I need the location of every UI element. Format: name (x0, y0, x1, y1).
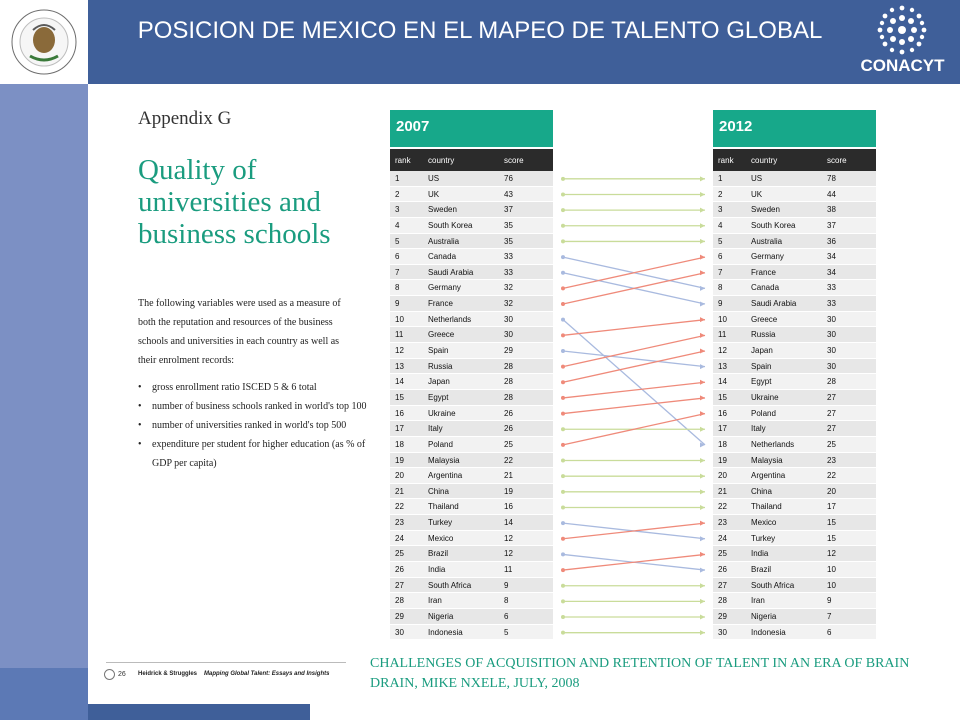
mexico-coat-of-arms-logo (0, 0, 88, 84)
rank-cell: 22 (718, 502, 727, 512)
score-column-header: score (504, 156, 524, 165)
score-cell: 30 (827, 361, 836, 371)
list-item: • expenditure per student for higher education (as % of GDP per capita) (138, 435, 368, 473)
rank-cell: 26 (395, 565, 404, 575)
rank-link-start-dot (561, 239, 565, 243)
score-cell: 10 (827, 580, 836, 590)
rank-cell: 4 (395, 220, 400, 230)
score-cell: 23 (827, 455, 836, 465)
rank-link-russia (563, 335, 705, 366)
score-cell: 29 (504, 346, 513, 356)
rank-cell: 24 (718, 533, 727, 543)
rank-cell: 18 (718, 439, 727, 449)
country-cell: Italy (428, 424, 443, 434)
rank-link-start-dot (561, 396, 565, 400)
rank-cell: 14 (718, 377, 727, 387)
rank-cell: 9 (718, 299, 723, 309)
rank-link-start-dot (561, 286, 565, 290)
country-cell: Spain (428, 346, 449, 356)
score-cell: 12 (504, 533, 513, 543)
rank-link-start-dot (561, 552, 565, 556)
score-cell: 28 (827, 377, 836, 387)
rank-link-start-dot (561, 302, 565, 306)
rank-cell: 2 (718, 189, 723, 199)
rank-link-arrowhead (700, 489, 705, 494)
rank-cell: 3 (395, 205, 400, 215)
score-cell: 33 (504, 267, 513, 277)
country-cell: Australia (751, 236, 783, 246)
rank-cell: 19 (395, 455, 404, 465)
country-cell: Argentina (428, 471, 463, 481)
country-cell: Spain (751, 361, 772, 371)
rank-link-start-dot (561, 427, 565, 431)
score-cell: 12 (504, 549, 513, 559)
rank-link-arrowhead (700, 599, 705, 604)
rank-link-start-dot (561, 333, 565, 337)
rank-cell: 17 (718, 424, 727, 434)
rank-change-lines (106, 86, 914, 702)
rank-cell: 1 (718, 174, 723, 183)
country-cell: Greece (428, 330, 455, 340)
rank-link-start-dot (561, 521, 565, 525)
score-cell: 11 (504, 565, 513, 575)
rank-cell: 28 (395, 596, 404, 606)
rank-cell: 25 (395, 549, 404, 559)
country-cell: France (428, 299, 453, 309)
source-caption: CHALLENGES OF ACQUISITION AND RETENTION OF TALENT IN AN ERA OF BRAIN DRAIN, MIKE NXELE, JULY, 2008 (370, 656, 910, 691)
score-cell: 26 (504, 408, 513, 418)
score-cell: 30 (504, 314, 513, 324)
country-cell: Netherlands (428, 314, 472, 324)
country-cell: Greece (751, 314, 778, 324)
rank-link-arrowhead (700, 521, 705, 526)
country-cell: Netherlands (751, 439, 795, 449)
score-cell: 5 (504, 627, 509, 637)
score-cell: 14 (504, 518, 513, 528)
country-cell: Brazil (428, 549, 449, 559)
rank-cell: 24 (395, 533, 404, 543)
score-cell: 9 (827, 596, 832, 606)
rank-cell: 10 (718, 314, 727, 324)
rank-link-arrowhead (700, 192, 705, 197)
rank-link-start-dot (561, 208, 565, 212)
country-column-header: country (751, 156, 778, 165)
rank-cell: 16 (395, 408, 404, 418)
country-cell: India (428, 565, 446, 575)
country-cell: China (428, 486, 449, 496)
score-cell: 22 (504, 455, 513, 465)
score-cell: 32 (504, 299, 513, 309)
score-cell: 36 (827, 236, 836, 246)
score-cell: 33 (504, 252, 513, 262)
country-cell: India (751, 549, 769, 559)
rank-link-start-dot (561, 459, 565, 463)
rank-cell: 20 (395, 471, 404, 481)
left-sidebar (0, 84, 88, 668)
rank-cell: 4 (718, 220, 723, 230)
rank-link-start-dot (561, 568, 565, 572)
score-cell: 76 (504, 174, 513, 183)
conacyt-logo-text: CONACYT (860, 56, 945, 75)
list-item: • gross enrollment ratio ISCED 5 & 6 total (138, 378, 368, 397)
left-sidebar-bottom (0, 668, 88, 720)
score-cell: 20 (827, 486, 836, 496)
rank-link-arrowhead (700, 536, 705, 541)
bottom-strip (88, 704, 310, 720)
score-cell: 33 (827, 283, 836, 293)
rank-link-arrowhead (700, 395, 705, 400)
rank-cell: 2 (395, 189, 400, 199)
rank-link-spain (563, 351, 705, 367)
document-heading: Quality of universities and business schools (138, 154, 331, 250)
conacyt-logo (845, 4, 960, 84)
rank-link-arrowhead (700, 583, 705, 588)
rank-cell: 23 (718, 518, 727, 528)
rank-cell: 30 (395, 627, 404, 637)
score-cell: 30 (827, 314, 836, 324)
rank-cell: 13 (395, 361, 404, 371)
rank-link-start-dot (561, 365, 565, 369)
rank-cell: 9 (395, 299, 400, 309)
score-cell: 6 (827, 627, 832, 637)
rank-cell: 29 (395, 611, 404, 621)
rank-cell: 7 (395, 267, 400, 277)
country-cell: Poland (428, 439, 453, 449)
rank-link-arrowhead (700, 630, 705, 635)
rank-link-arrowhead (700, 411, 705, 416)
rank-link-arrowhead (700, 474, 705, 479)
rank-link-arrowhead (700, 317, 705, 322)
rank-link-start-dot (561, 349, 565, 353)
document-page (106, 86, 914, 702)
score-cell: 12 (827, 549, 836, 559)
score-cell: 34 (827, 267, 836, 277)
rank-cell: 21 (718, 486, 727, 496)
score-cell: 17 (827, 502, 836, 512)
rank-link-start-dot (561, 192, 565, 196)
score-cell: 15 (827, 533, 836, 543)
rank-cell: 26 (718, 565, 727, 575)
rank-link-arrowhead (700, 333, 705, 338)
country-cell: Indonesia (428, 627, 463, 637)
score-cell: 16 (504, 502, 513, 512)
country-cell: Ukraine (751, 392, 779, 402)
rank-link-arrowhead (700, 270, 705, 275)
score-cell: 26 (504, 424, 513, 434)
list-item: • number of business schools ranked in world's top 100 (138, 397, 368, 416)
country-cell: Malaysia (428, 455, 460, 465)
country-cell: Russia (428, 361, 453, 371)
rank-cell: 6 (395, 252, 400, 262)
rank-cell: 15 (395, 392, 404, 402)
country-cell: Japan (428, 377, 450, 387)
rank-link-start-dot (561, 615, 565, 619)
country-cell: South Korea (751, 220, 796, 230)
page-number: 26 (118, 671, 126, 678)
rank-cell: 3 (718, 205, 723, 215)
country-cell: Canada (428, 252, 457, 262)
rank-link-arrowhead (700, 302, 705, 307)
rank-column-header: rank (718, 156, 734, 165)
rank-cell: 18 (395, 439, 404, 449)
score-cell: 78 (827, 174, 836, 183)
score-cell: 28 (504, 361, 513, 371)
rank-link-start-dot (561, 255, 565, 259)
rank-link-start-dot (561, 505, 565, 509)
score-cell: 34 (827, 252, 836, 262)
rank-link-arrowhead (700, 458, 705, 463)
score-cell: 25 (504, 439, 513, 449)
score-cell: 27 (827, 408, 836, 418)
country-cell: Saudi Arabia (751, 299, 797, 309)
rank-cell: 25 (718, 549, 727, 559)
rank-link-arrowhead (700, 568, 705, 573)
rank-link-start-dot (561, 584, 565, 588)
rank-link-arrowhead (700, 286, 705, 291)
country-cell: Turkey (428, 518, 453, 528)
rank-cell: 11 (718, 330, 727, 340)
rank-link-start-dot (561, 631, 565, 635)
country-cell: Japan (751, 346, 773, 356)
country-cell: South Africa (751, 580, 795, 590)
rank-link-start-dot (561, 318, 565, 322)
country-cell: Thailand (428, 502, 459, 512)
score-cell: 22 (827, 471, 836, 481)
rank-cell: 27 (718, 580, 727, 590)
country-cell: Turkey (751, 533, 776, 543)
country-cell: Iran (428, 596, 442, 606)
rank-cell: 30 (718, 627, 727, 637)
rank-cell: 27 (395, 580, 404, 590)
rank-link-start-dot (561, 177, 565, 181)
country-cell: Italy (751, 424, 766, 434)
rank-link-arrowhead (700, 208, 705, 213)
rank-link-arrowhead (700, 615, 705, 620)
rank-cell: 11 (395, 330, 404, 340)
country-cell: China (751, 486, 772, 496)
rank-link-start-dot (561, 443, 565, 447)
country-cell: Poland (751, 408, 776, 418)
score-cell: 30 (504, 330, 513, 340)
rank-cell: 10 (395, 314, 404, 324)
country-cell: Russia (751, 330, 776, 340)
rank-cell: 12 (718, 346, 727, 356)
rank-cell: 17 (395, 424, 404, 434)
rank-cell: 29 (718, 611, 727, 621)
rank-cell: 15 (718, 392, 727, 402)
rank-cell: 23 (395, 518, 404, 528)
rank-cell: 28 (718, 596, 727, 606)
rank-cell: 21 (395, 486, 404, 496)
rank-link-start-dot (561, 537, 565, 541)
rank-link-start-dot (561, 490, 565, 494)
rank-cell: 7 (718, 267, 723, 277)
rank-link-arrowhead (700, 427, 705, 432)
rank-link-arrowhead (700, 223, 705, 228)
list-item: • number of universities ranked in world's top 500 (138, 416, 368, 435)
score-cell: 44 (827, 189, 836, 199)
country-cell: Indonesia (751, 627, 786, 637)
rank-cell: 22 (395, 502, 404, 512)
rank-link-arrowhead (700, 176, 705, 181)
rank-cell: 20 (718, 471, 727, 481)
country-cell: Sweden (428, 205, 457, 215)
footer-book-title: Mapping Global Talent: Essays and Insights (204, 671, 330, 677)
country-cell: Brazil (751, 565, 772, 575)
country-cell: Iran (751, 596, 765, 606)
rank-cell: 19 (718, 455, 727, 465)
country-cell: Mexico (751, 518, 777, 528)
score-cell: 35 (504, 220, 513, 230)
score-cell: 10 (827, 565, 836, 575)
rank-link-arrowhead (700, 255, 705, 260)
rank-link-start-dot (561, 599, 565, 603)
rank-cell: 8 (718, 283, 723, 293)
document-intro: The following variables were used as a measure of both the reputation and resources of the business schools and universities in each country as well as their enrolment records: (138, 298, 341, 366)
country-cell: Egypt (428, 392, 449, 402)
rank-link-egypt (563, 382, 705, 398)
rank-link-ukraine (563, 398, 705, 414)
country-cell: Germany (751, 252, 784, 262)
country-cell: Thailand (751, 502, 782, 512)
score-cell: 15 (827, 518, 836, 528)
rank-link-arrowhead (700, 505, 705, 510)
country-cell: Egypt (751, 377, 772, 387)
rank-cell: 1 (395, 174, 400, 183)
rank-cell: 5 (718, 236, 723, 246)
country-cell: Canada (751, 283, 780, 293)
rank-cell: 5 (395, 236, 400, 246)
rank-cell: 12 (395, 346, 404, 356)
country-cell: South Korea (428, 220, 473, 230)
rank-cell: 14 (395, 377, 404, 387)
appendix-label: Appendix G (138, 108, 232, 129)
score-cell: 30 (827, 330, 836, 340)
rank-link-arrowhead (700, 552, 705, 557)
score-cell: 30 (827, 346, 836, 356)
score-cell: 6 (504, 611, 509, 621)
score-cell: 25 (827, 439, 836, 449)
score-cell: 19 (504, 486, 513, 496)
country-cell: UK (751, 189, 763, 199)
country-cell: Saudi Arabia (428, 267, 474, 277)
country-cell: France (751, 267, 776, 277)
score-cell: 35 (504, 236, 513, 246)
country-cell: Malaysia (751, 455, 783, 465)
score-cell: 27 (827, 424, 836, 434)
score-column-header: score (827, 156, 847, 165)
table-year: 2007 (390, 110, 553, 147)
score-cell: 38 (827, 205, 836, 215)
rank-link-japan (563, 351, 705, 382)
table-year: 2012 (713, 110, 876, 147)
rank-link-start-dot (561, 412, 565, 416)
score-cell: 9 (504, 580, 509, 590)
score-cell: 7 (827, 611, 832, 621)
rank-cell: 16 (718, 408, 727, 418)
country-cell: US (751, 174, 763, 183)
country-cell: Australia (428, 236, 460, 246)
score-cell: 27 (827, 392, 836, 402)
score-cell: 37 (827, 220, 836, 230)
country-cell: Nigeria (751, 611, 777, 621)
score-cell: 43 (504, 189, 513, 199)
country-cell: Sweden (751, 205, 780, 215)
country-cell: Ukraine (428, 408, 456, 418)
header-bar (0, 0, 960, 84)
country-cell: Germany (428, 283, 461, 293)
rank-link-arrowhead (700, 348, 705, 353)
rank-link-arrowhead (700, 239, 705, 244)
rank-link-arrowhead (700, 380, 705, 385)
score-cell: 8 (504, 596, 509, 606)
rank-link-start-dot (561, 271, 565, 275)
country-cell: Argentina (751, 471, 786, 481)
rank-link-greece (563, 320, 705, 336)
score-cell: 32 (504, 283, 513, 293)
country-cell: Mexico (428, 533, 454, 543)
rank-cell: 13 (718, 361, 727, 371)
rank-link-start-dot (561, 474, 565, 478)
footer-publisher: Heidrick & Struggles (138, 671, 198, 677)
slide-title: POSICION DE MEXICO EN EL MAPEO DE TALENTO GLOBAL (137, 17, 823, 44)
score-cell: 33 (827, 299, 836, 309)
rank-link-start-dot (561, 380, 565, 384)
score-cell: 37 (504, 205, 513, 215)
rank-cell: 8 (395, 283, 400, 293)
country-cell: UK (428, 189, 440, 199)
rank-link-start-dot (561, 224, 565, 228)
country-cell: Nigeria (428, 611, 454, 621)
country-column-header: country (428, 156, 455, 165)
score-cell: 28 (504, 377, 513, 387)
rank-link-netherlands (563, 320, 705, 445)
rank-cell: 6 (718, 252, 723, 262)
rank-column-header: rank (395, 156, 411, 165)
score-cell: 21 (504, 471, 513, 481)
score-cell: 28 (504, 392, 513, 402)
country-cell: South Africa (428, 580, 472, 590)
rank-link-arrowhead (700, 364, 705, 369)
country-cell: US (428, 174, 440, 183)
